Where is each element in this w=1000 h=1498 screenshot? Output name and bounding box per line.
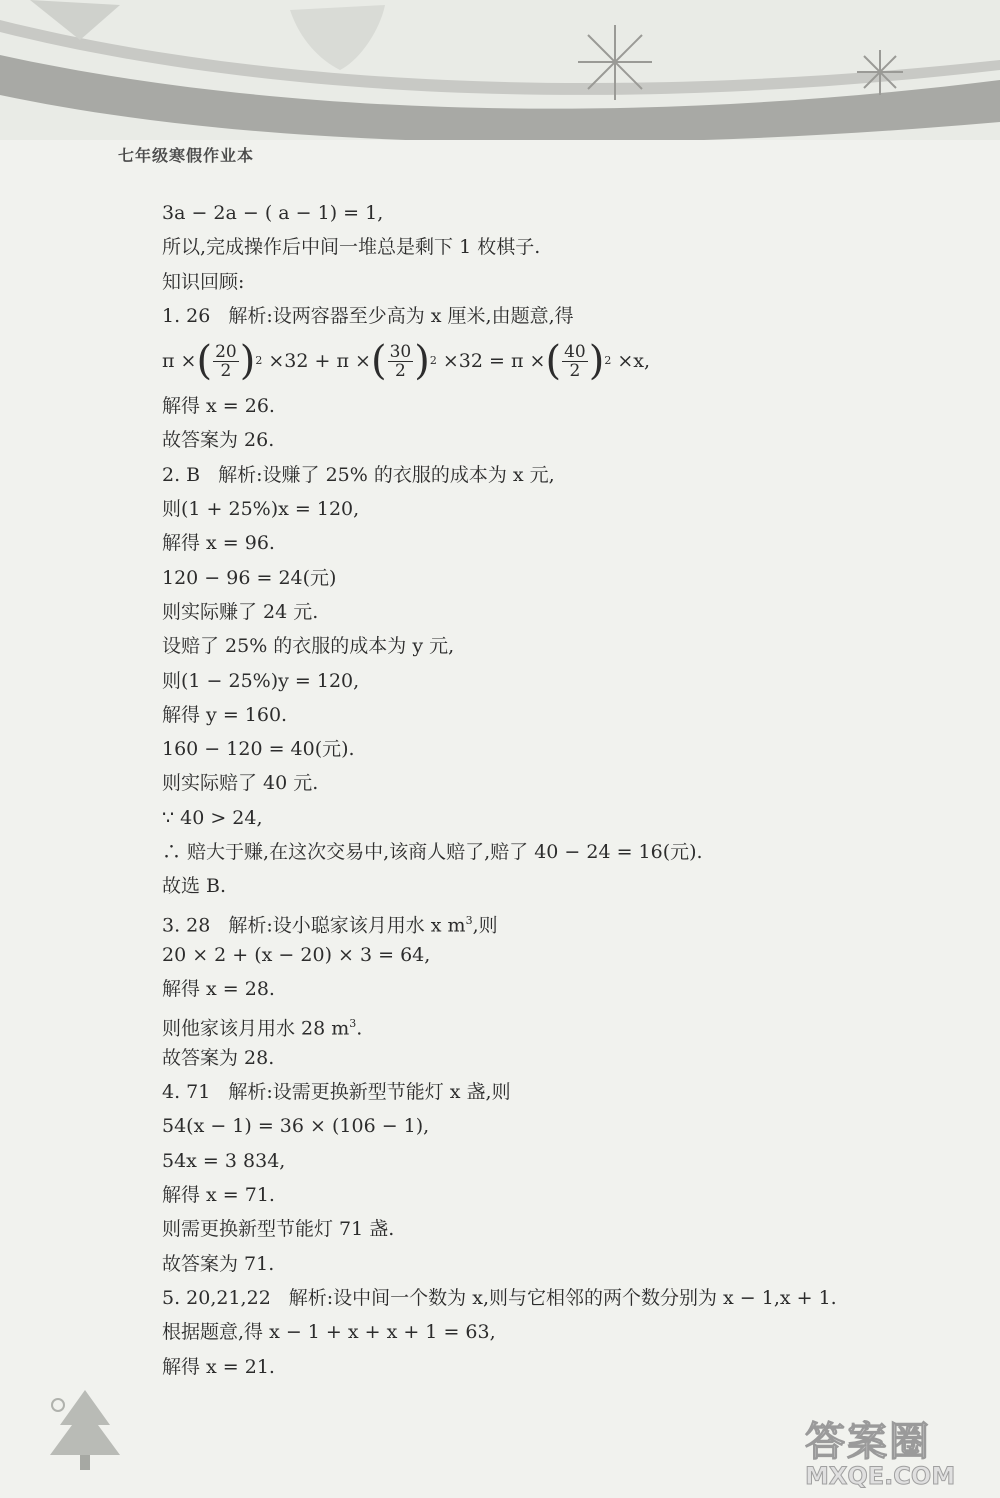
text-line: 则(1 − 25%)y = 120, (162, 669, 360, 692)
section-heading: 知识回顾: (162, 270, 245, 293)
header-decoration (0, 0, 1000, 140)
question-5-line (162, 1281, 942, 1315)
text-line: 设赔了 25% 的衣服的成本为 y 元, (162, 635, 455, 658)
christmas-tree-icon (40, 1385, 130, 1475)
book-title: 七年级寒假作业本 (118, 146, 255, 165)
text-line: 20 × 2 + (x − 20) × 3 = 64, (162, 943, 431, 966)
question-4-line (162, 1075, 942, 1109)
text-line: 故答案为 26. (162, 429, 275, 452)
answer-number: 1. 26 (162, 304, 211, 327)
text-line: 解得 x = 28. (162, 978, 275, 1001)
text-line: 解得 x = 26. (162, 395, 275, 418)
text-line: 则(1 + 25%)x = 120, (162, 498, 360, 521)
answer-number: 5. 20,21,22 (162, 1286, 271, 1309)
text-line: 3a − 2a − ( a − 1) = 1, (162, 202, 384, 224)
analysis-text: 解析:设小聪家该月用水 x m (228, 913, 466, 936)
text-line: 54x = 3 834, (162, 1149, 286, 1172)
text-line: 则实际赚了 24 元. (162, 600, 319, 623)
fraction: $\frac{20}{2}$ (215, 341, 237, 381)
text-line: 则他家该月用水 28 $m^3$. (162, 1016, 363, 1039)
analysis-text: 解析:设两容器至少高为 x 厘米,由题意,得 (228, 304, 574, 327)
analysis-text: 解析:设赚了 25% 的衣服的成本为 x 元, (218, 463, 555, 486)
text-line: 160 − 120 = 40(元). (162, 738, 355, 761)
text-line: 解得 x = 71. (162, 1184, 275, 1207)
text-line: 故答案为 71. (162, 1252, 275, 1275)
analysis-text: 解析:设需更换新型节能灯 x 盏,则 (228, 1081, 511, 1104)
answer-number: 3. 28 (162, 913, 211, 936)
question-3-line: 3. 28 解析:设小聪家该月用水 x $m^3$,则 (162, 913, 498, 936)
watermark (805, 1410, 995, 1495)
text-line: 解得 x = 96. (162, 532, 275, 555)
text-line: ∵ 40 > 24, (162, 806, 263, 829)
text-line: 根据题意,得 x − 1 + x + x + 1 = 63, (162, 1321, 496, 1344)
answer-number: 2. B (162, 463, 201, 486)
text-line: ∴ 赔大于赚,在这次交易中,该商人赔了,赔了 40 − 24 = 16(元). (162, 841, 703, 864)
question-1-line (162, 299, 942, 333)
text-line: 120 − 96 = 24(元) (162, 566, 337, 589)
text-line: 故答案为 28. (162, 1046, 275, 1069)
question-2-line (162, 458, 942, 492)
text-line: 故选 B. (162, 875, 227, 898)
text-line: 解得 x = 21. (162, 1355, 275, 1378)
text-line: 解得 y = 160. (162, 703, 288, 726)
answer-content (162, 196, 942, 1384)
text-line: 则需更换新型节能灯 71 盏. (162, 1218, 395, 1241)
fraction: $\frac{40}{2}$ (564, 341, 586, 381)
text-line: 所以,完成操作后中间一堆总是剩下 1 枚棋子. (162, 236, 541, 259)
text-line: 54(x − 1) = 36 × (106 − 1), (162, 1115, 430, 1138)
analysis-text: 解析:设中间一个数为 x,则与它相邻的两个数分别为 x − 1,x + 1. (288, 1286, 837, 1309)
fraction: $\frac{30}{2}$ (389, 341, 412, 381)
answer-number: 4. 71 (162, 1081, 211, 1104)
volume-formula: π × ( $\frac{20}{2}$ ) 2 × 32 + π × ( $\frac{30}{2}$ ) 2 × 32 = π × ( $\frac{40}{2}$ ) 2 × x, (162, 338, 651, 385)
watermark-url: MXQE.COM (805, 1462, 956, 1490)
watermark-logo: 答案圈 (805, 1419, 931, 1465)
text-line: 则实际赔了 40 元. (162, 772, 319, 795)
